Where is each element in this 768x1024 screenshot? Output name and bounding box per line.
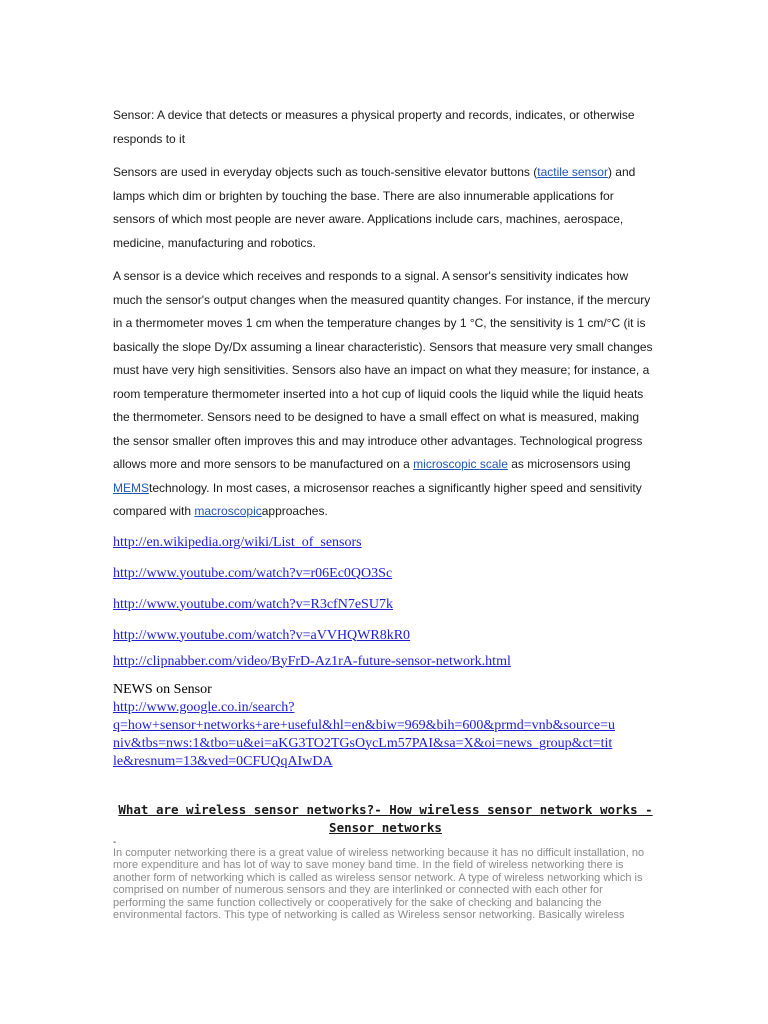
youtube-link-1[interactable]: http://www.youtube.com/watch?v=r06Ec0QO3Sc xyxy=(113,565,393,581)
youtube-link-3[interactable]: http://www.youtube.com/watch?v=aVVHQWR8kR0 xyxy=(113,627,411,643)
sensitivity-paragraph xyxy=(113,265,658,524)
text-run: A sensor is a device which receives and responds to a signal. A sensor's sensitivity indicates how much the sensor's output changes when the measured quantity changes. For instance, if the mercury in a thermometer moves 1 cm when the temperature changes by 1 °C, the sensitivity is 1 cm/°C (it is basically the slope Dy/Dx assuming a linear characteristic). Sensors that measure very small changes must have very high sensitivities. Sensors also have an impact on what they measure; for instance, a room temperature thermometer inserted into a hot cup of liquid cools the liquid while the liquid heats the thermometer. Sensors need to be designed to have a small effect on what is measured, making the sensor smaller often improves this and may introduce other advantages. Technological progress allows more and more sensors to be manufactured on a xyxy=(113,269,653,471)
google-news-link[interactable] xyxy=(113,699,658,771)
tactile-sensor-link[interactable]: tactile sensor xyxy=(537,165,608,179)
intro-section xyxy=(113,104,658,524)
article-heading xyxy=(113,801,658,837)
stray-mark: - xyxy=(113,836,117,848)
clipnabber-link[interactable]: http://clipnabber.com/video/ByFrD-Az1rA-future-sensor-network.html xyxy=(113,653,511,669)
text-run: as microsensors using xyxy=(507,457,631,471)
text-run: technology. In most cases, a microsensor reaches a significantly higher speed and sensitivity compared with xyxy=(113,480,642,518)
news-url-line: q=how+sensor+networks+are+useful&hl=en&biw=969&bih=600&prmd=vnb&source=u xyxy=(113,717,615,733)
article-heading-text: What are wireless sensor networks?- How wireless sensor network works - Sensor networks xyxy=(118,801,653,835)
text-run: approaches. xyxy=(261,504,328,518)
wikipedia-sensors-link[interactable]: http://en.wikipedia.org/wiki/List_of_sensors xyxy=(113,534,362,550)
news-url-line: niv&tbs=nws:1&tbo=u&ei=aKG3TO2TGsOycLm57PAI&sa=X&oi=news_group&ct=tit xyxy=(113,735,613,751)
text-run: Sensors are used in everyday objects such as touch-sensitive elevator buttons ( xyxy=(113,165,538,179)
document-page xyxy=(113,104,658,922)
mems-link[interactable]: MEMS xyxy=(113,480,149,495)
news-url-line: http://www.google.co.in/search? xyxy=(113,699,295,715)
macroscopic-link[interactable]: macroscopic xyxy=(194,504,262,518)
youtube-link-2[interactable]: http://www.youtube.com/watch?v=R3cfN7eSU7k xyxy=(113,596,393,612)
microscopic-scale-link[interactable]: microscopic scale xyxy=(413,457,508,471)
definition-paragraph: Sensor: A device that detects or measures a physical property and records, indicates, or otherwise responds to it xyxy=(113,108,635,146)
news-url-line: le&resnum=13&ved=0CFUQqAIwDA xyxy=(113,753,333,769)
news-label: NEWS on Sensor xyxy=(113,681,212,697)
news-section xyxy=(113,681,658,771)
article-body: In computer networking there is a great value of wireless networking because it has no difficult installation, no more expenditure and has lot of way to save money band time. In the field of wireless networking there is another form of networking which is called as wireless sensor network. A type of wireless networking which is comprised on number of numerous sensors and they are interlinked or connected with each other for performing the same function collectively or cooperatively for the sake of checking and balancing the environmental factors. This type of networking is called as Wireless sensor networking. Basically wireless xyxy=(113,846,645,922)
reference-links xyxy=(113,534,658,671)
text-run: ) and lamps which dim or brighten by touching the base. There are also innumerable applications for sensors of which most people are never aware. Applications include cars, machines, aerospace, medicine, manufacturing and robotics. xyxy=(113,165,636,250)
everyday-uses-paragraph xyxy=(113,161,658,255)
